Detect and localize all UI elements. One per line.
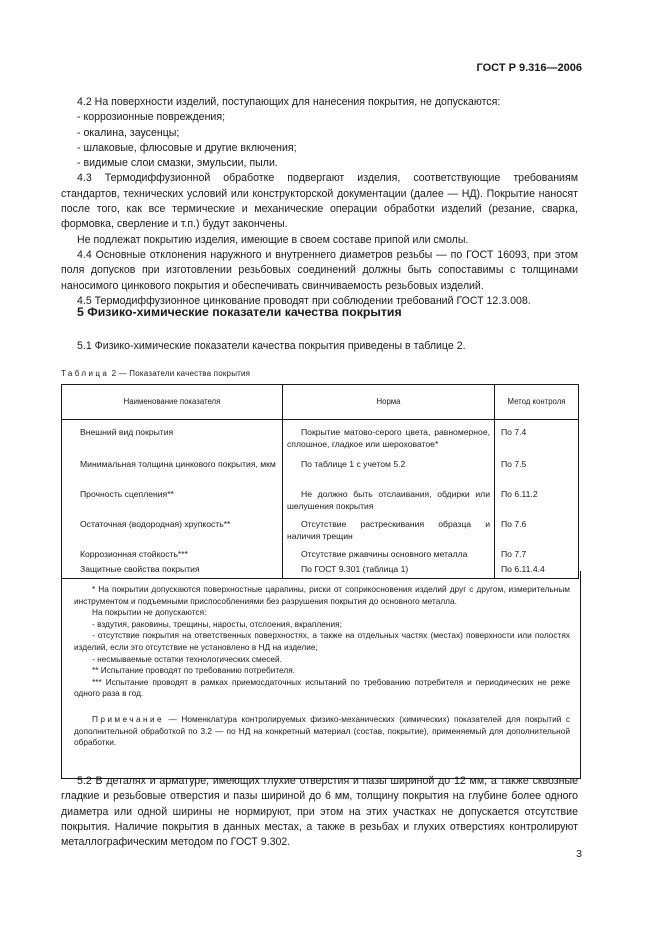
list-item: - коррозионные повреждения; [77, 111, 226, 124]
table-row [62, 542, 579, 560]
list-item: - окалина, заусенцы; [77, 126, 180, 139]
cell-norm: По таблице 1 с учетом 5.2 [301, 459, 406, 469]
paragraph-solder: Не подлежат покрытию изделия, имеющие в своем составе припой или смолы. [77, 233, 469, 246]
footnote: На покрытии не допускаются: [92, 607, 207, 618]
footnote: - несмываемые остатки технологических смесей. [92, 653, 282, 664]
header-method: Метод контроля [495, 385, 579, 420]
document-code: ГОСТ Р 9.316—2006 [476, 62, 582, 74]
footnote: ** Испытание проводят по требованию потребителя. [92, 665, 296, 676]
quality-table [61, 384, 579, 579]
cell-indicator: Остаточная (водородная) хрупкость** [80, 519, 231, 529]
header-indicator: Наименование показателя [62, 385, 283, 420]
paragraph-4-2: 4.2 На поверхности изделий, поступающих для нанесения покрытия, не допускаются: [77, 96, 501, 108]
table-header-row [62, 385, 579, 420]
list-item: - видимые слои смазки, эмульсии, пыли. [77, 157, 278, 170]
cell-method: По 6.11.2 [501, 489, 538, 499]
table-note [74, 714, 570, 749]
cell-indicator: Коррозионная стойкость*** [80, 549, 188, 559]
section-5-intro [61, 339, 578, 354]
cell-norm: Не должно быть отслаивания, обдирки или шелушения покрытия [287, 489, 490, 511]
note-text: — Номенклатура контролируемых физико-механических (химических) показателей для покрытий с дополнительной обработкой по 3.2 — по НД на конкретный материал (состав, покрытие), применяемый для дополнительной обработки. [74, 713, 570, 748]
table-row [62, 452, 579, 482]
cell-norm: Отсутствие ржавчины основного металла [301, 549, 468, 559]
footnote: * На покрытии допускаются поверхностные царапины, риски от соприкосновения изделий друг с другом, измерительным инструментом и подъемными приспособлениями без разрушения покрытия до основного металла. [74, 584, 570, 606]
cell-indicator: Внешний вид покрытия [80, 427, 174, 437]
table-caption [61, 369, 250, 378]
table-row [62, 420, 579, 453]
cell-method: По 6.11.4.4 [501, 564, 545, 574]
list-item: - шлаковые, флюсовые и другие включения; [77, 141, 297, 154]
page-number: 3 [576, 848, 582, 860]
header-norm: Норма [283, 385, 495, 420]
cell-method: По 7.6 [501, 519, 527, 529]
paragraph-5-2: 5.2 В деталях и арматуре, имеющих глухие отверстия и пазы шириной до 12 мм, а также сквозные гладкие и резьбовые отверстия и пазы шириной до 6 мм, толщину покрытия на глубине более одного диаметра или одной ширины не нормируют, при этом на этих участках не допускается отсутствие покрытия. Наличие покрытия в данных местах, а также в резьбах и глухих отверстиях контролируют металлографическим методом по ГОСТ 9.302. [61, 775, 578, 849]
cell-method: По 7.5 [501, 459, 527, 469]
table-caption-word: Таблица [61, 369, 110, 378]
footnote: - вздутия, раковины, трещины, наросты, отслоения, вкрапления; [92, 618, 342, 629]
table-footnotes [61, 571, 581, 779]
cell-indicator: Минимальная толщина цинкового покрытия, мкм [80, 459, 276, 469]
section-5-2-text [61, 774, 578, 850]
note-word: Примечание [92, 713, 165, 724]
paragraph-5-1: 5.1 Физико-химические показатели качества покрытия приведены в таблице 2. [77, 340, 466, 352]
cell-method: По 7.4 [501, 427, 527, 437]
table-row [62, 512, 579, 542]
cell-norm: По ГОСТ 9.301 (таблица 1) [301, 564, 409, 574]
cell-norm: Покрытие матово-серого цвета, равномерное, сплошное, гладкое или шероховатое* [287, 427, 490, 449]
cell-method: По 7.7 [501, 549, 527, 559]
paragraph-4-4: 4.4 Основные отклонения наружного и внутреннего диаметров резьбы — по ГОСТ 16093, при этом поля допусков при изготовлении резьбовых соединений должны быть сопоставимы с толщинами наносимого цинкового покрытия и обеспечивать свинчиваемость резьбовых изделий. [61, 248, 578, 292]
paragraph-4-3: 4.3 Термодиффузионной обработке подвергают изделия, соответствующие требованиям стандартов, технических условий или конструкторской документации (далее — НД). Покрытие наносят после того, как все термические и механические операции обработки изделий (резание, сварка, формовка, сверление и т.п.) будут закончены. [61, 172, 578, 231]
table-row [62, 482, 579, 512]
section-4-text [61, 95, 578, 309]
footnote: *** Испытание проводят в рамках приемосдаточных испытаний по требованию потребителя и периодических не реже одного раза в год. [74, 676, 570, 699]
section-5-title: 5 Физико-химические показатели качества покрытия [77, 305, 402, 319]
footnote: - отсутствие покрытия на ответственных поверхностях, а также на отдельных частях (местах) поверхности или полостях изделий, если это отсутствие не установлено в НД на изделие; [74, 630, 570, 652]
cell-indicator: Прочность сцепления** [80, 489, 174, 499]
cell-norm: Отсутствие растрескивания образца и наличия трещин [287, 519, 490, 541]
table-caption-text: 2 — Показатели качества покрытия [111, 369, 251, 378]
cell-indicator: Защитные свойства покрытия [80, 564, 200, 574]
paragraph-4-5: 4.5 Термодиффузионное цинкование проводят при соблюдении требований ГОСТ 12.3.008. [77, 294, 531, 307]
